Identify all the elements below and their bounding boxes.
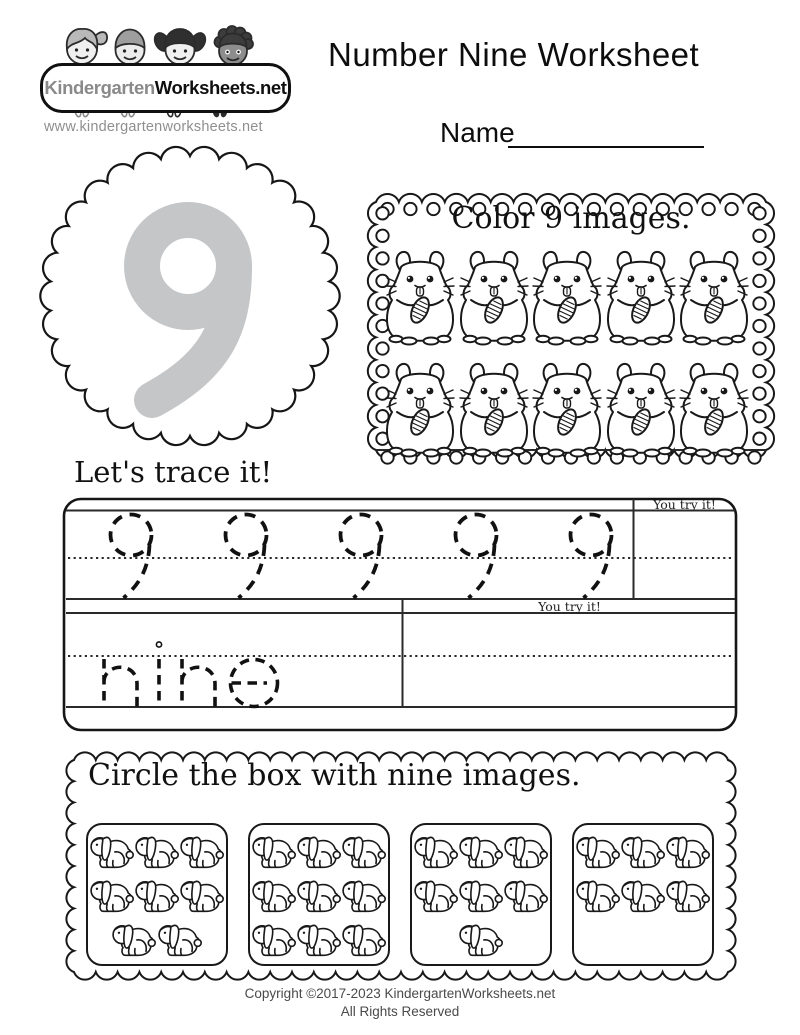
bunny-icon [575, 874, 621, 916]
hamster-icon [459, 248, 529, 348]
hamster-icon [532, 360, 602, 460]
bunny-icon [341, 830, 387, 872]
bunny-icon [251, 830, 297, 872]
bunny-icon [458, 830, 504, 872]
bunny-icon [111, 918, 157, 960]
bunny-icon [296, 830, 342, 872]
bunny-icon [251, 918, 297, 960]
hamster-icon [532, 248, 602, 348]
bunny-icon [296, 874, 342, 916]
bunny-icon [620, 830, 666, 872]
bunny-icon [89, 874, 135, 916]
logo-text-bold: Worksheets.net [154, 77, 287, 98]
circle-images-section [62, 746, 740, 986]
you-try-label-1: You try it! [653, 497, 716, 512]
bunny-icon [503, 830, 549, 872]
lets-trace-heading: Let's trace it! [74, 455, 273, 489]
bunny-icon [575, 830, 621, 872]
traced-digits-row [111, 515, 612, 599]
bunny-icon [157, 918, 203, 960]
traced-digit-9 [111, 515, 152, 599]
traced-digit-9 [226, 515, 267, 599]
bunny-icon [89, 830, 135, 872]
logo-sign [40, 63, 291, 113]
bunny-icon [620, 874, 666, 916]
bunny-box-1 [86, 823, 228, 966]
page-title: Number Nine Worksheet [328, 36, 700, 73]
traced-word-nine [90, 635, 290, 710]
traced-digit-9 [341, 515, 382, 599]
big-number-badge [28, 134, 352, 458]
name-label: Name [440, 117, 515, 148]
bunny-icon [134, 830, 180, 872]
bunny-icon [458, 918, 504, 960]
logo-kids-icon [45, 12, 275, 70]
bunny-icon [341, 874, 387, 916]
logo-text-regular: Kindergarten [44, 77, 155, 98]
bunny-icon [665, 830, 711, 872]
bunny-icon [179, 830, 225, 872]
footer-copyright: Copyright ©2017-2023 KindergartenWorksheets.net [244, 986, 556, 1001]
logo-url: www.kindergartenworksheets.net [44, 119, 263, 135]
bunny-box-2 [248, 823, 390, 966]
you-try-label-2: You try it! [538, 598, 601, 614]
bunny-box-3 [410, 823, 552, 966]
bunny-box-4 [572, 823, 714, 966]
bunny-boxes-row [62, 746, 740, 986]
footer-rights: All Rights Reserved [340, 1004, 460, 1019]
bunny-icon [251, 874, 297, 916]
name-line [508, 124, 704, 148]
bunny-icon [458, 874, 504, 916]
color-box-title: Color 9 images. [451, 201, 691, 236]
traced-digit-9 [456, 515, 497, 599]
bunny-icon [134, 874, 180, 916]
hamster-icon [459, 360, 529, 460]
hamster-icon [679, 248, 749, 348]
bunny-icon [503, 874, 549, 916]
hamster-icon [385, 360, 455, 460]
hamster-icon [606, 248, 676, 348]
bunny-icon [296, 918, 342, 960]
bunny-icon [665, 874, 711, 916]
circle-section-title: Circle the box with nine images. [88, 758, 581, 793]
traced-digit-9 [571, 515, 612, 599]
hamster-icon [606, 360, 676, 460]
color-images-box [362, 186, 780, 482]
hamster-icon [385, 248, 455, 348]
hamster-grid [362, 186, 780, 482]
bunny-icon [413, 874, 459, 916]
hamster-icon [679, 360, 749, 460]
bunny-icon [341, 918, 387, 960]
bunny-icon [179, 874, 225, 916]
bunny-icon [413, 830, 459, 872]
